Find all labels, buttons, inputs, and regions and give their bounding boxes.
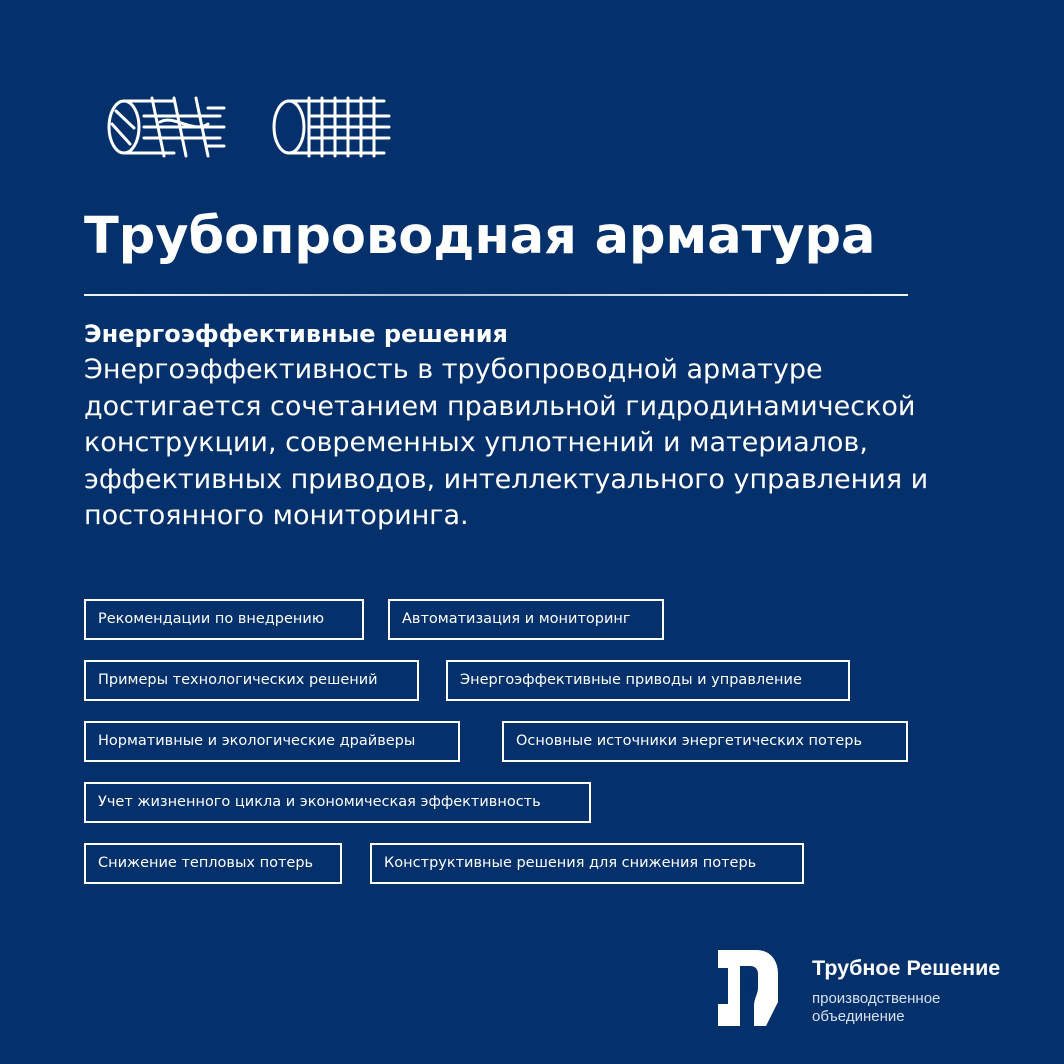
tag-row <box>84 843 964 884</box>
page-title: Трубопроводная арматура <box>84 207 876 266</box>
tag-energy-loss-sources[interactable]: Основные источники энергетических потерь <box>502 721 908 762</box>
logo-subtitle: производственное объединение <box>812 990 941 1025</box>
tag-energy-efficient-drives[interactable]: Энергоэффективные приводы и управление <box>446 660 850 701</box>
tag-regulatory-drivers[interactable]: Нормативные и экологические драйверы <box>84 721 460 762</box>
tag-technology-examples[interactable]: Примеры технологических решений <box>84 660 419 701</box>
tag-row <box>84 782 964 823</box>
logo-mark-icon <box>716 948 778 1026</box>
title-divider <box>84 294 908 296</box>
tag-implementation-recommendations[interactable]: Рекомендации по внедрению <box>84 599 364 640</box>
tag-design-solutions[interactable]: Конструктивные решения для снижения потерь <box>370 843 804 884</box>
topic-tags <box>84 599 964 904</box>
tag-lifecycle-economics[interactable]: Учет жизненного цикла и экономическая эффективность <box>84 782 591 823</box>
logo-name: Трубное Решение <box>812 956 1001 980</box>
rebar-ribbed-icon <box>274 98 389 156</box>
company-logo <box>716 948 1036 1028</box>
tag-automation-monitoring[interactable]: Автоматизация и мониторинг <box>388 599 664 640</box>
section-subtitle: Энергоэффективные решения <box>84 320 508 348</box>
tag-heat-loss-reduction[interactable]: Снижение тепловых потерь <box>84 843 342 884</box>
description-text: Энергоэффективность в трубопроводной арматуре достигается сочетанием правильной гидродинамической конструкции, современных уплотнений и материалов, эффективных приводов, интеллектуального управления и постоянного мониторинга. <box>84 354 929 531</box>
rebar-spiral-icon <box>109 98 224 156</box>
rebar-icons <box>104 94 404 164</box>
tag-row <box>84 599 964 640</box>
header-icons <box>104 94 404 164</box>
tag-row <box>84 721 964 762</box>
tag-row <box>84 660 964 701</box>
